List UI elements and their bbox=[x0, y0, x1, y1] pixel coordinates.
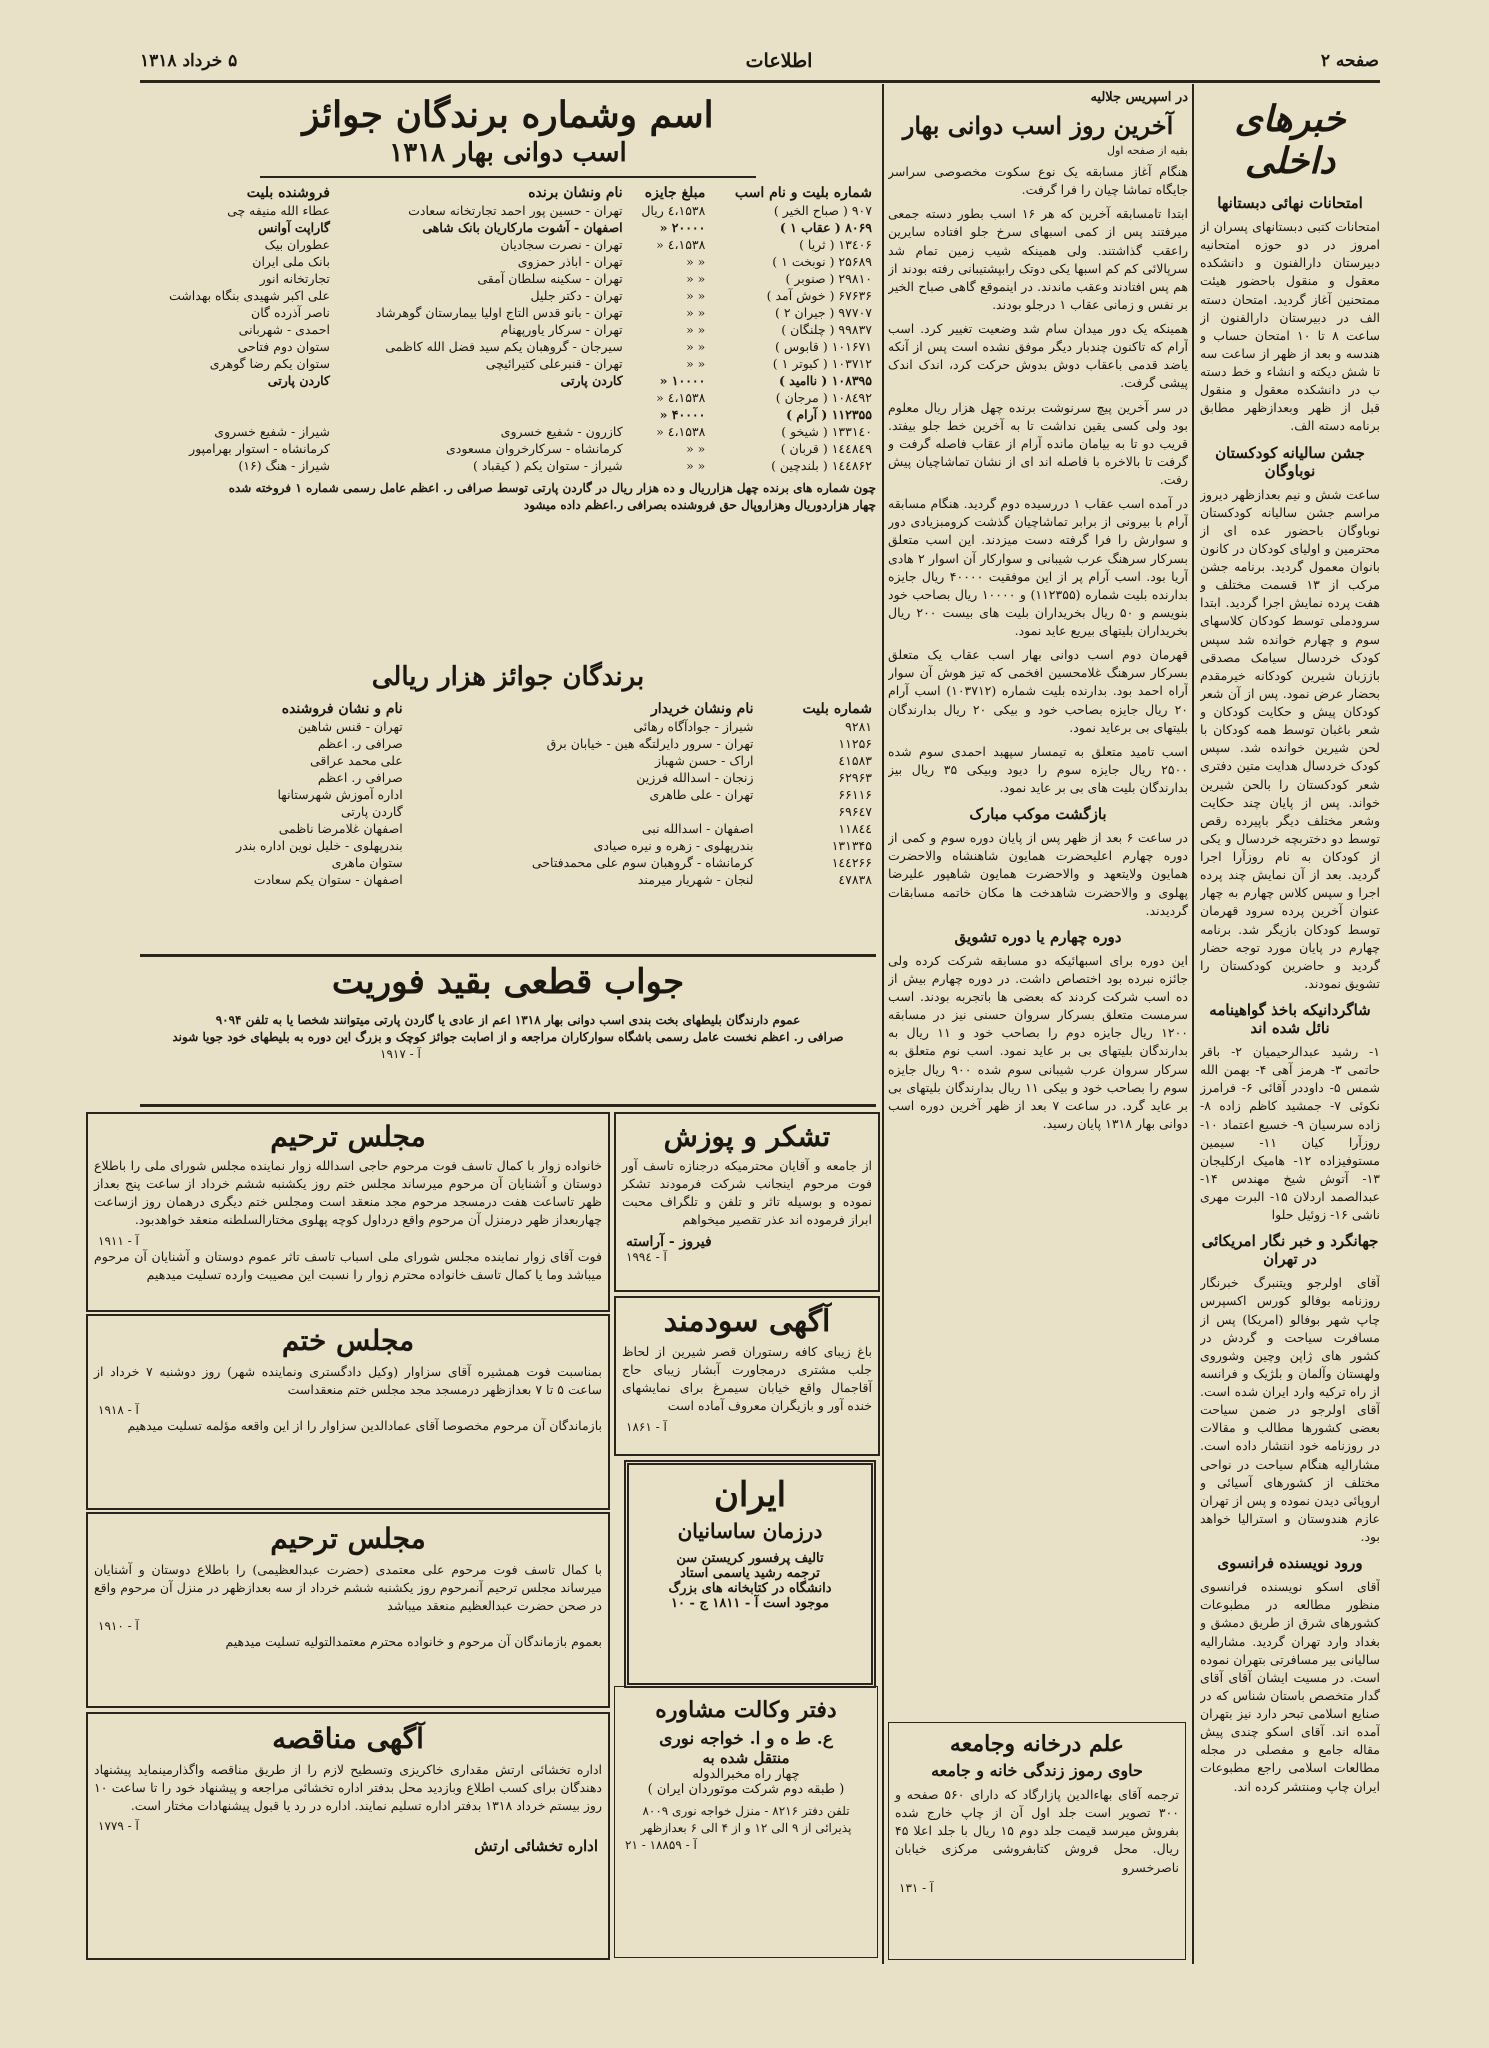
cell bbox=[407, 803, 758, 820]
fury-top-rule bbox=[140, 954, 876, 957]
cell: اصفهان - ستوان یکم سعادت bbox=[253, 872, 403, 887]
winners-header-ticket: شماره بلیت و نام اسب bbox=[734, 185, 872, 201]
cell: گاراپت آوانس bbox=[258, 220, 330, 235]
cell: « « bbox=[686, 356, 706, 371]
thousand-title: برندگان جوائز هزار ریالی bbox=[371, 662, 645, 692]
table-row bbox=[140, 270, 876, 287]
race-section-heading-2: دوره چهارم یا دوره تشویق bbox=[954, 927, 1122, 946]
table-row bbox=[140, 837, 876, 854]
cell: ۱۳۳۱٤۰ ( شیخو ) bbox=[781, 424, 872, 439]
cell: کرمانشاه - گروهبان سوم علی محمدفتاحی bbox=[531, 855, 754, 870]
winners-header-row bbox=[140, 184, 876, 202]
cell: تهران - قنس شاهین bbox=[297, 719, 403, 734]
news-body-4: آقای اولرجو ویتنبرگ خبرنگار روزنامه بوفالو کورس اکسپرس چاپ شهر بوفالو (امریکا) پس از مسافرت سیاحت و گردش در کشور های ژاپن وچین وشوروی ولهستان وآلمان و بلژیک و فرانسه از راه ترکیه وارد ایران شده است. آقای اولرجو در ضمن سیاحت بعضی کشورها مطالب و مقالات در روزنامه خود انتشار داده است. مشارالیه هنگام سیاحت در نواحی مختلف از کشورهای آسیائی و اروپائی دیدن نموده و پس از تهران عازم هندوستان و استرالیا خواهد بود. bbox=[1200, 1275, 1380, 1544]
winners-header-seller: فروشنده بلیت bbox=[246, 185, 330, 201]
cell: ناصر آذرده گان bbox=[251, 305, 330, 320]
tarhim-ad-2 bbox=[86, 1512, 610, 1708]
winners-title: اسم وشماره برندگان جوائز bbox=[302, 94, 714, 136]
table-row bbox=[140, 786, 876, 803]
cell: گاردن پارتی bbox=[340, 804, 403, 819]
cell: تهران - قنبرعلی کتیرائیچی bbox=[485, 356, 623, 371]
thousand-header-ticket: شماره بلیت bbox=[802, 701, 872, 717]
thousand-table bbox=[140, 700, 876, 888]
table-row bbox=[140, 338, 876, 355]
elm-title: علم درخانه وجامعه bbox=[949, 1731, 1125, 1757]
tarhim-2-title: مجلس ترحیم bbox=[270, 1522, 426, 1555]
table-row bbox=[140, 457, 876, 474]
monaqese-title: آگهی مناقصه bbox=[272, 1722, 424, 1755]
tarhim-ad-1 bbox=[86, 1112, 610, 1312]
cell: « « bbox=[686, 322, 706, 337]
elm-code: آ - ۱۳۱ bbox=[899, 1880, 934, 1895]
cell: لنجان - شهریار میرمند bbox=[637, 872, 754, 887]
cell: ستوان دوم فتاحی bbox=[237, 339, 330, 354]
daftar-ad bbox=[614, 1686, 878, 1958]
cell: ۲۰۰۰۰ « bbox=[659, 220, 706, 235]
book-line-1: تالیف پرفسور کریستن سن bbox=[676, 1551, 824, 1566]
race-section-heading-1: بازگشت موکب مبارک bbox=[969, 805, 1107, 824]
news-heading-1: امتحانات نهائی دبستانها bbox=[1217, 194, 1363, 212]
cell: « « bbox=[686, 305, 706, 320]
news-heading-2: جشن سالیانه کودکستان نوباوگان bbox=[1215, 443, 1365, 480]
cell: تهران - علی طاهری bbox=[649, 787, 754, 802]
fury-line-1: عموم دارندگان بلیطهای بخت بندی اسب دوانی بهار ۱۳۱۸ اعم از عادی یا گاردن پارتی میتوانند شخصا یا به تلفن ۹۰۹۴ bbox=[215, 1013, 801, 1027]
daftar-line-1: ع. ط ه و ا. خواجه نوری bbox=[659, 1729, 833, 1749]
winners-block bbox=[140, 90, 876, 650]
khatm-title: مجلس ختم bbox=[281, 1324, 415, 1357]
table-row bbox=[140, 440, 876, 457]
table-row bbox=[140, 253, 876, 270]
cell: « « bbox=[686, 288, 706, 303]
fury-bottom-rule bbox=[140, 1104, 876, 1107]
cell: تهران - بانو قدس التاج اولیا بیمارستان گوهرشاد bbox=[375, 305, 623, 320]
daftar-code: آ - ۱۸۸۵۹ - ۲۱ bbox=[625, 1837, 697, 1852]
news-body-2: ساعت شش و نیم بعدازظهر دیروز مراسم جشن سالیانه کودکستان نوباوگان باحضور عده ای از محترمین و اولیای کودکان در کانون بانوان معمول گردید. برنامه جشن مرکب از ۱۳ قسمت مختلف و هفت پرده نمایش اجرا گردید. ابتدا سرودملی توسط کودکان کلاسهای سوم و چهارم خوانده شد سپس کودک خردسال سیامک مصدقی باززبان شیرین کودکانه خیرمقدم بحضار عرض نمود. پس از آن شعر کودکان پیش و حکایت کودکان و شعر باغبان توسط همه کودکان با لحن شیرین خوانده شد. سپس کودک خردسال هدایت متین دفتری شعر کودکستان را بالحن شیرین خواند. پس از پایان چند حکایت وشعر مختلف دیگر باپیرده رقص توسط دو دختربچه خردسال و یکی از کودکان به نام روزآرا اجرا گردید. بعد از آن نمایش چند پرده اجرا و سپس کلاس چهارم به چهار عنوان آخرین پرده سرود قهرمان توسط کودکان بازیگر شد. برنامه چهارم در پایان مورد توجه حضار گردید و حاضرین کودکستان را تشویق نمودند. bbox=[1200, 486, 1380, 991]
cell: « « bbox=[686, 339, 706, 354]
daftar-line-3: چهار راه مخبرالدوله bbox=[692, 1767, 800, 1782]
page-number: صفحه ۲ bbox=[1320, 51, 1379, 71]
tarhim-2-code: آ - ۱۹۱۰ bbox=[98, 1619, 139, 1634]
cell bbox=[140, 406, 334, 423]
cell: تهران - نصرت سجادیان bbox=[500, 237, 623, 252]
cell: شیراز - شفیع خسروی bbox=[214, 424, 330, 439]
race-paragraph-4: در سر آخرین پیچ سرنوشت برنده چهل هزار ریال معلوم بود ولی کسی یقین نداشت تا به آخرین خط جلو بیفتد. قریب دو تا به بیامان مانده آرام از عقاب فاصله گرفت و گرفت تا بالاخره با فاصله اند ای از نشان تماشاچیان پیش رفت. bbox=[888, 399, 1188, 487]
cell: تهران - سرکار یاورپهنام bbox=[500, 322, 623, 337]
news-body-1: امتحانات کتبی دبستانهای پسران از امروز در دو حوزه امتحانیه دبیرستان دارالفنون و دانشکده معقول و منقول باحضور هیئت ممتحنین آغاز گردید. امتحان دسته الف در دبیرستان دارالفنون از ساعت ۸ تا ۱۰ امتحان حساب و هندسه و بعد از ظهر از ساعت سه تا شش دیکته و انشاء و خط دسته ب در دانشکده معقول و منقول قبل از ظهر وبعدازظهر مطابق برنامه دسته الف. bbox=[1200, 219, 1380, 434]
book-line-2: ترجمه رشید یاسمی استاد bbox=[680, 1566, 820, 1581]
race-paragraph-1: هنگام آغاز مسابقه یک نوع سکوت مخصوصی سراسر جایگاه تماشا چیان را فرا گرفت. bbox=[888, 164, 1188, 198]
table-row bbox=[140, 735, 876, 752]
tarhim-2-text-2: بعموم بازماندگان آن مرحوم و خانواده محترم معتمدالتولیه تسلیت میدهیم bbox=[225, 1634, 602, 1650]
cell: عطوران بیک bbox=[264, 237, 330, 252]
monaqese-code: آ - ۱۷۷۹ bbox=[98, 1819, 139, 1834]
tarhim-1-text-2: فوت آقای زوار نماینده مجلس شورای ملی اسباب تاسف تاثر عموم دوستان و آشنایان آن مرحوم میباشد وما یا کمال تاسف خانواده محترم زوار را نسبت این مصیبت وارده تسلیت میدهیم bbox=[94, 1248, 602, 1282]
cell: شیراز - ستوان یکم ( کیقباد ) bbox=[472, 458, 623, 473]
cell: ۱۵۳۸،٤ « bbox=[656, 237, 706, 252]
race-paragraph-5: در آمده اسب عقاب ۱ دررسیده دوم گردید. هنگام مسابقه آرام با بیرونی از برابر تماشاچیان گذشت کرومبزیادی دور و سوارش را فرا گرفته دست میزدند. این اسب متعلق بسرکار سرهنگ عرب شیبانی و سوارکار آن اسوار ۲ هادی آریا بود. اسب آرام پر از این موفقیت ۴۰۰۰۰ ریال جایزه بدارنده بلیت شماره (۱۱۲۳۵۵) و ۱۰۰۰۰ ریال بصاحب خود بنویسم و ۵۰ ریال بخریداران بلیت های بیست ۲۰۰ ریال بخریداران بلیتهای بیریع عاید نمود. bbox=[888, 496, 1188, 638]
khatm-text: بمناسبت فوت همشیره آقای سزاوار (وکیل دادگستری ونماینده شهر) روز دوشنبه ۷ خرداد از ساعت ۵ تا ۷ بعدازظهر درمسجد مجد مجلس ختم منعقداست bbox=[94, 1364, 602, 1398]
cell: ۱۳۱۳۴۵ bbox=[831, 838, 872, 853]
daftar-line-2: منتقل شده به bbox=[702, 1749, 790, 1767]
race-section-body-1: در ساعت ۶ بعد از ظهر پس از پایان دوره سوم و کمی از دوره چهارم اعلیحضرت همایون شاهنشاه والاحضرت همایون ولایتعهد و والاحضرت همایون شاهپور علیرضا پهلوی و والاحضرت شاهدخت ها مکان خاتمه مسابقات گردیدند. bbox=[888, 830, 1188, 918]
internal-news-column bbox=[1200, 92, 1380, 1962]
cell: تهران - اباذر حمزوی bbox=[517, 254, 623, 269]
winners-table bbox=[140, 184, 876, 474]
daftar-title: دفتر وکالت مشاوره bbox=[655, 1697, 837, 1723]
cell: تهران - سرور دایرلتگه هین - خیابان برق bbox=[546, 736, 754, 751]
daftar-line-4: ( طبقه دوم شرکت موتوردان ایران ) bbox=[647, 1782, 845, 1797]
cell: ۱۱۲۵۶ bbox=[838, 736, 872, 751]
cell: احمدی - شهربانی bbox=[238, 322, 330, 337]
monaqese-ad bbox=[86, 1712, 610, 1960]
tashakor-title: تشکر و پوزش bbox=[663, 1120, 831, 1153]
table-row bbox=[140, 219, 876, 236]
race-section-body-2: این دوره برای اسبهائیکه دو مسابقه شرکت کرده ولی جائزه نبرده بود اختصاص داشت. در دوره چهارم بیش از ده اسب شرکت کردند که بعضی ها باتجربه بودند. اسب سرمست متعلق بسرکار سروان حسنی نیز در مسابقه ۱۲۰۰ ریال جایزه دوم را بصاحب خود و ۱۱ ریال به بدارندگان بلیتهای بی بر عاید نمود. اسب نوم متعلق به سرکار سروان عرب شیبانی سوم شده ۹۰۰ ریال جایزه سوم را بصاحب خود و بیکی ۱۱ ریال بدارندگان بلیتهای بی بر عاید گرد. در ساعت ۷ بعد از ظهر آخرین دوره اسب دوانی بهار ۱۳۱۸ پایان رسید. bbox=[888, 952, 1188, 1131]
book-line-4: موجود است آ - ۱۸۱۱ ج - ۱۰ bbox=[671, 1596, 829, 1611]
race-kicker: در اسپریس جلالیه bbox=[1090, 90, 1188, 105]
cell: ۱۱۲۳۵۵ ( آرام ) bbox=[786, 407, 872, 422]
fury-ad bbox=[140, 960, 876, 1100]
cell: تجارتخانه انور bbox=[259, 271, 330, 286]
fury-code: آ - ۱۹۱۷ bbox=[380, 1046, 421, 1061]
cell: اصفهان - اسدالله نبی bbox=[641, 821, 754, 836]
cell: ۹۲۸۱ bbox=[845, 719, 872, 734]
cell: تهران - سکینه سلطان آمقی bbox=[477, 271, 623, 286]
cell: صرافی ر. اعظم bbox=[317, 770, 403, 785]
cell: بانک ملی ایران bbox=[252, 254, 330, 269]
cell: « « bbox=[686, 458, 706, 473]
tarhim-1-text: خانواده زوار با کمال تاسف فوت مرحوم حاجی اسدالله زوار نماینده مجلس شورای ملی را باطلاع دوستان و آشنایان آن مرحوم میرساند مجلس ختم روز یکشنبه ششم خرداد از ساعت پنج بعداز ظهر تاساعت هفت درمسجد مرحوم مجد منعقد است ومجلس ختم دیگری درهمان روز ازساعت چهاربعداز ظهر درمنزل آن مرحوم واقع درداول کوچه پهلوی مختارالسلطنه منعقد خواهدبود. bbox=[94, 1158, 602, 1228]
khatm-ad bbox=[86, 1314, 610, 1510]
cell: اصفهان - آشوت مارکاریان بانک شاهی bbox=[422, 220, 623, 235]
masthead bbox=[140, 46, 1379, 76]
cell: ۹۷۷۰۷ ( جیران ۲ ) bbox=[774, 305, 872, 320]
cell: ۱۰۸۳۹۵ ( ناامید ) bbox=[779, 373, 872, 388]
fury-title: جواب قطعی بقید فوریت bbox=[331, 962, 685, 1002]
race-paragraph-7: اسب تامید متعلق به تیمسار سپهبد احمدی سوم شده ۲۵۰۰ ریال جایزه سوم را دیود وبیکی ۳۵ ریال بیز بدارندگان بلیت های بی بر عاید نمود. bbox=[888, 743, 1188, 795]
cell: ۱۰۳۷۱۲ ( کبوتر ۱ ) bbox=[772, 356, 872, 371]
masthead-rule bbox=[140, 80, 1380, 83]
table-row bbox=[140, 803, 876, 820]
cell: تهران - دکتر جلیل bbox=[530, 288, 623, 303]
elm-subtitle: حاوی رموز زندگی خانه و جامعه bbox=[931, 1761, 1143, 1780]
tarhim-2-text: با کمال تاسف فوت مرحوم علی معتمدی (حضرت عبدالعظیمی) را باطلاع دوستان و آشنایان میرساند مجلس ترحیم آنمرحوم روز یکشنبه ششم خرداد از سه بعدازظهر در منزل آن مرحوم واقع در صحن حضرت عبدالعظیم منعقد میباشد bbox=[94, 1562, 602, 1614]
cell: ۱٤٤٨۶۲ ( بلندچین ) bbox=[771, 458, 872, 473]
cell: « « bbox=[686, 441, 706, 456]
monaqese-signature: اداره تخشائی ارتش bbox=[474, 1837, 598, 1856]
cell: ۱۵۳۸،٤ « bbox=[656, 390, 706, 405]
cell: ۲۹۸۱۰ ( صنوبر ) bbox=[785, 271, 872, 286]
winners-header-winner: نام ونشان برنده bbox=[528, 185, 623, 201]
cell: تهران - حسین پور احمد تجارتخانه سعادت bbox=[408, 203, 623, 218]
cell: علی اکبر شهیدی بنگاه بهداشت bbox=[169, 288, 330, 303]
cell: ۱۰۸٤۹۲ ( مرجان ) bbox=[775, 390, 872, 405]
cell: ستوان ماهری bbox=[331, 855, 403, 870]
cell: ستوان یکم رضا گوهری bbox=[209, 356, 330, 371]
cell: علی محمد عراقی bbox=[309, 753, 403, 768]
cell: ٤۷۸۳۸ bbox=[838, 872, 872, 887]
cell: ۶۷۶۳۶ ( خوش آمد ) bbox=[766, 288, 872, 303]
book-title: ایران bbox=[713, 1475, 787, 1515]
sudmand-title: آگهی سودمند bbox=[663, 1304, 831, 1339]
column-rule-middle bbox=[882, 84, 884, 1964]
cell: صرافی ر. اعظم bbox=[317, 736, 403, 751]
cell: ۱۰۰۰۰ « bbox=[659, 373, 706, 388]
table-row bbox=[140, 202, 876, 219]
cell: شیراز - هنگ (۱۶) bbox=[238, 458, 330, 473]
sudmand-ad bbox=[614, 1296, 880, 1456]
table-row bbox=[140, 321, 876, 338]
book-line-3: دانشگاه در کتابخانه های بزرگ bbox=[668, 1581, 832, 1596]
cell: ۲۵۶۸۹ ( نوبخت ۱ ) bbox=[772, 254, 872, 269]
cell: ۶۹۶٤۷ bbox=[838, 804, 872, 819]
thousand-header-row bbox=[140, 700, 876, 718]
cell: ۱۳٤۰۶ ( ثریا ) bbox=[799, 237, 872, 252]
cell: ۱۵۳۸،٤ « bbox=[656, 424, 706, 439]
issue-date: ۵ خرداد ۱۳۱۸ bbox=[140, 51, 238, 71]
thousand-header-seller: نام و نشان فروشنده bbox=[281, 701, 403, 717]
cell: عطاء الله منیفه چی bbox=[227, 203, 330, 218]
cell: سیرجان - گروهبان یکم سید فضل الله کاظمی bbox=[385, 339, 623, 354]
book-ad bbox=[624, 1460, 876, 1688]
fury-line-2: صرافی ر. اعظم نخست عامل رسمی باشگاه سوارکاران مراجعه و از اصابت جوائز کوچک و بزرگ این دوره به بلیطهای خود جویا شوند bbox=[172, 1030, 844, 1045]
thousand-header-buyer: نام ونشان خریدار bbox=[650, 701, 754, 717]
table-row bbox=[140, 372, 876, 389]
winners-note-2: چهار هزاردوریال وهزاروپال حق فروشنده بصرافی ر.اعظم داده میشود bbox=[523, 498, 876, 513]
cell: ۹۰۷ ( صباح الخیر ) bbox=[773, 203, 872, 218]
sudmand-code: آ - ۱۸۶۱ bbox=[626, 1419, 667, 1434]
cell: کرمانشاه - سرکارخروان مسعودی bbox=[446, 441, 623, 456]
tashakor-signature: فیروز - آراسته bbox=[626, 1233, 712, 1250]
cell: اصفهان غلامرضا ناظمی bbox=[278, 821, 403, 836]
cell: اراک - حسن شهباز bbox=[654, 753, 754, 768]
internal-news-title: خبرهای داخلی bbox=[1234, 98, 1346, 182]
table-row bbox=[140, 871, 876, 888]
cell: کازرون - شفیع خسروی bbox=[500, 424, 623, 439]
winners-header-prize: مبلغ جایزه bbox=[644, 185, 706, 201]
cell: زنجان - اسدالله فرزین bbox=[636, 770, 754, 785]
news-heading-3: شاگردانیکه باخذ گواهینامه نائل شده اند bbox=[1209, 1001, 1371, 1037]
cell: بندرپهلوی - خلیل نوین اداره بندر bbox=[236, 838, 403, 853]
cell: ۶۶۱۱۶ bbox=[838, 787, 872, 802]
table-row bbox=[140, 854, 876, 871]
news-heading-5: ورود نویسنده فرانسوی bbox=[1217, 1554, 1363, 1573]
khatm-code: آ - ۱۹۱۸ bbox=[98, 1403, 139, 1418]
table-row bbox=[140, 752, 876, 769]
news-heading-4: جهانگرد و خبر نگار امریکائی در تهران bbox=[1201, 1232, 1379, 1269]
horse-race-column bbox=[888, 90, 1188, 1710]
thousand-winners-block bbox=[140, 660, 876, 948]
cell: بندرپهلوی - زهره و نیره صیادی bbox=[593, 838, 754, 853]
news-body-5: آقای اسکو نویسنده فرانسوی منظور مطالعه در مطبوعات کشورهای شرق از طریق دمشق و بغداد وارد تهران گردید. مشارالیه سالیانی بیر مسافرتی بتهران نموده است. در مسیت ایشان آقای آقای گدار متخصص باستان شناس که در صنایع اسلامی تبحر دارد نیز بتهران آمده اند. آقای اسکو چندی پیش مقاله جامع و مفصلی در مجله مطالعات اسلامی راجع مطبوعات ایران چاپ ومنتشر کرده اند. bbox=[1200, 1579, 1380, 1794]
elm-text: ترجمه آقای بهاءالدین پازارگاد که دارای ۵۶۰ صفحه و ۳۰۰ تصویر است جلد اول آن از چاپ خارج شده بفروش میرسد قیمت جلد دوم ۱۵ ریال با جلد اعلا ۴۵ ریال. محل فروش کتابفروشی مرکزی خیابان ناصرخسرو bbox=[895, 1787, 1179, 1875]
tashakor-code: آ - ۱۹۹٤ bbox=[626, 1249, 667, 1264]
race-title: آخرین روز اسب دوانی بهار bbox=[902, 111, 1174, 140]
cell: کاردن پارتی bbox=[267, 373, 330, 388]
cell: ۱۰۱۶۷۱ ( قابوس ) bbox=[775, 339, 872, 354]
column-rule-right bbox=[1192, 84, 1194, 1964]
khatm-text-2: بازماندگان آن مرحوم مخصوصا آقای عمادالدین سزاوار را از این واقعه مؤلمه تسلیت میدهیم bbox=[127, 1418, 602, 1434]
cell: کرمانشاه - استوار بهرامپور bbox=[189, 441, 330, 456]
table-row bbox=[140, 236, 876, 253]
race-paragraph-2: ابتدا تامسابقه آخرین که هر ۱۶ اسب بطور دسته جمعی میرفتند پس از کمی اسبهای سرخ جلو افتاده سایرین راعقب گذاشتند. ولی همینکه شیب زمین تمام شد سرپالائی کم کم اسبها یکی دوتک رابپشتیبانی رفته بودند از هم پس افتادند وعقب ماندند. در اینموقع گاهی صباح الخیر بر نفس و زمانی عقاب ۱ درجلو بودند. bbox=[888, 206, 1188, 312]
race-continued: بقیه از صفحه اول bbox=[1107, 144, 1188, 157]
table-row bbox=[140, 820, 876, 837]
cell bbox=[334, 406, 627, 423]
table-row bbox=[140, 406, 876, 423]
cell: ۱٤٤۲۶۶ bbox=[831, 855, 872, 870]
table-row bbox=[140, 355, 876, 372]
cell: کاردن پارتی bbox=[560, 373, 623, 388]
cell: اداره آموزش شهرستانها bbox=[277, 787, 403, 802]
daftar-hours: پذیرائی از ۹ الی ۱۲ و از ۴ الی ۶ بعدازظهر bbox=[640, 1821, 852, 1836]
table-row bbox=[140, 423, 876, 440]
cell: ۸۰۶۹ ( عقاب ۱ ) bbox=[779, 220, 872, 235]
tashakor-ad bbox=[614, 1112, 880, 1292]
cell: ٤۱۵۸۳ bbox=[838, 753, 872, 768]
book-subtitle: درزمان ساسانیان bbox=[677, 1519, 823, 1543]
table-row bbox=[140, 389, 876, 406]
table-row bbox=[140, 287, 876, 304]
table-row bbox=[140, 769, 876, 786]
table-row bbox=[140, 718, 876, 735]
monaqese-text: اداره تخشائی ارتش مقداری خاکریزی وتسطیح لازم را از طریق مناقصه واگذارمینماید پیشنهاد دهندگان برای کسب اطلاع وبازدید محل بدفتر اداره تخشائی مراجعه و پیشنهاد خود را تا ساعت ۱۰ روز بیستم خرداد ۱۳۱۸ بدفتر اداره تسلیم نمایند. اداره در رد یا قبول پیشنهادات مختار است. bbox=[94, 1762, 602, 1814]
race-paragraph-3: همینکه یک دور میدان سام شد وضعیت تغییر کرد. اسب آرام که تاکنون چندبار دیگر موفق نشده است پس از آنکه یاضد قدمی باعقاب دوش بدوش حرکت کرد، اندک اندک پیشی گرفت. bbox=[888, 321, 1188, 391]
cell: ۱۵۳۸،٤ ریال bbox=[641, 203, 706, 218]
cell: ۹۹۸۳۷ ( چلنگان ) bbox=[781, 322, 872, 337]
paper-name: اطلاعات bbox=[745, 50, 813, 72]
cell bbox=[334, 389, 627, 406]
cell: « « bbox=[686, 254, 706, 269]
cell: ۴۰۰۰۰ « bbox=[659, 407, 706, 422]
daftar-phones: تلفن دفتر ۸۲۱۶ - منزل خواجه نوری ۸۰۰۹ bbox=[642, 1804, 850, 1818]
tarhim-1-title: مجلس ترحیم bbox=[270, 1120, 426, 1153]
winners-subtitle: اسب دوانی بهار ۱۳۱۸ bbox=[389, 138, 627, 168]
elm-ad bbox=[888, 1722, 1186, 1960]
cell: ۱٤٤٨٤۹ ( قربان ) bbox=[780, 441, 872, 456]
winners-note-1: چون شماره های برنده چهل هزارریال و ده هزار ریال در گاردن پارتی توسط صرافی ر. اعظم عامل رسمی شماره ۱ فروخته شده bbox=[228, 481, 876, 495]
cell: « « bbox=[686, 271, 706, 286]
news-body-3: ۱- رشید عبدالرحیمیان ۲- باقر حاتمی ۳- هرمز آهی ۴- بهمن الله شمس ۵- داوددر آقائی ۶- فرامرز نکوئی ۷- جمشید کاظم زاده ۸- زاده سرسیان ۹- خسیع اعتماد ۱۰- روزآرا کیان ۱۱- سیمین مستوفیزاده ۱۲- هامیک ارکلیجان ۱۳- آتوش شیخ مهندس ۱۴- عبدالصمد اردلان ۱۵- البرت مهری ناشی ۱۶- زوئیل حلوا bbox=[1200, 1044, 1380, 1223]
sudmand-text: باغ زیبای کافه رستوران قصر شیرین از لحاظ جلب مشتری درمجاورت آبشار زیبای حاج آقاجمال واقع خیابان سیمرغ برای نمایشهای خنده آور و بازیگران معروف آماده است bbox=[622, 1344, 872, 1414]
table-row bbox=[140, 304, 876, 321]
tashakor-text: از جامعه و آقایان محترمیکه درجنازه تاسف آور فوت مرحوم اینجانب شرکت فرمودند تشکر نموده و بوسیله تاثر و تلفن و تلگراف محبت ابراز فرموده اند عذر تقصیر میخواهم bbox=[622, 1158, 872, 1228]
race-paragraph-6: قهرمان دوم اسب دوانی بهار اسب عقاب یک متعلق بسرکار سرهنگ غلامحسین افخمی که تیز هوش آن سوار آراه احمد بود. بدارنده بلیت شماره (۱۰۳۷۱۲) اسب آرام ۲۰ ریال جایزه بصاحب خود و بیکی ۲۰ ریال بدارندگان بلیتهای بی برعاید نمود. bbox=[888, 647, 1188, 735]
tarhim-1-code: آ - ۱۹۱۱ bbox=[98, 1233, 139, 1248]
cell: ۱۱۸٤٤ bbox=[838, 821, 872, 836]
cell: شیراز - جوادآگاه رهائی bbox=[633, 719, 754, 734]
cell: ۶۲۹۶۳ bbox=[838, 770, 872, 785]
cell bbox=[140, 389, 334, 406]
